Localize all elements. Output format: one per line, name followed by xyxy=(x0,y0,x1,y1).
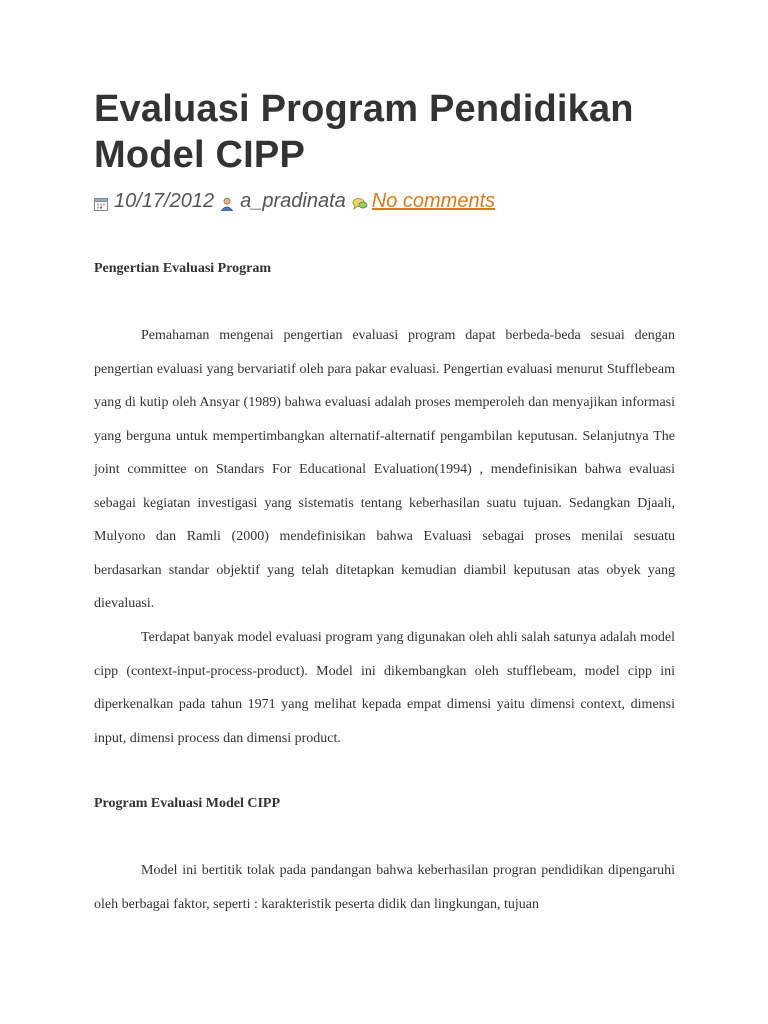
section-heading-cipp: Program Evaluasi Model CIPP xyxy=(94,796,281,811)
paragraph-1: Pemahaman mengenai pengertian evaluasi program dapat berbeda-beda sesuai dengan pengertian evaluasi yang bervariatif oleh para pakar evaluasi. Pengertian evaluasi menurut Stufflebeam yang di kutip oleh Ansyar (1989) bahwa evaluasi adalah proses memperoleh dan menyajikan informasi yang berguna untuk mempertimbangkan alternatif-alternatif pengambilan keputusan. Selanjutnya The joint committee on Standars For Educational Evaluation(1994) , mendefinisikan bahwa evaluasi sebagai kegiatan investigasi yang sistematis tentang keberhasilan suatu tujuan. Sedangkan Djaali, Mulyono dan Ramli (2000) mendefinisikan bahwa Evaluasi sebagai proses menilai sesuatu berdasarkan standar objektif yang telah ditetapkan kemudian diambil keputusan atas obyek yang dievaluasi. xyxy=(94,328,675,611)
section-heading-pengertian: Pengertian Evaluasi Program xyxy=(94,261,272,276)
post-meta xyxy=(94,186,495,216)
comment-bubble-icon xyxy=(352,194,366,208)
post-author: a_pradinata xyxy=(240,189,346,212)
user-icon xyxy=(220,194,234,208)
calendar-icon xyxy=(94,194,108,208)
comments-link[interactable]: No comments xyxy=(371,189,496,212)
post-title: Evaluasi Program Pendidikan Model CIPP xyxy=(94,88,634,176)
paragraph-2: Terdapat banyak model evaluasi program yang digunakan oleh ahli salah satunya adalah model cipp (context-input-process-product). Model ini dikembangkan oleh stufflebeam, model cipp ini diperkenalkan pada tahun 1971 yang melihat kepada empat dimensi yaitu dimensi context, dimensi input, dimensi process dan dimensi product. xyxy=(94,630,675,746)
paragraph-3: Model ini bertitik tolak pada pandangan bahwa keberhasilan progran pendidikan dipengaruhi oleh berbagai faktor, seperti : karakteristik peserta didik dan lingkungan, tujuan xyxy=(94,863,675,912)
post-date: 10/17/2012 xyxy=(114,189,215,212)
